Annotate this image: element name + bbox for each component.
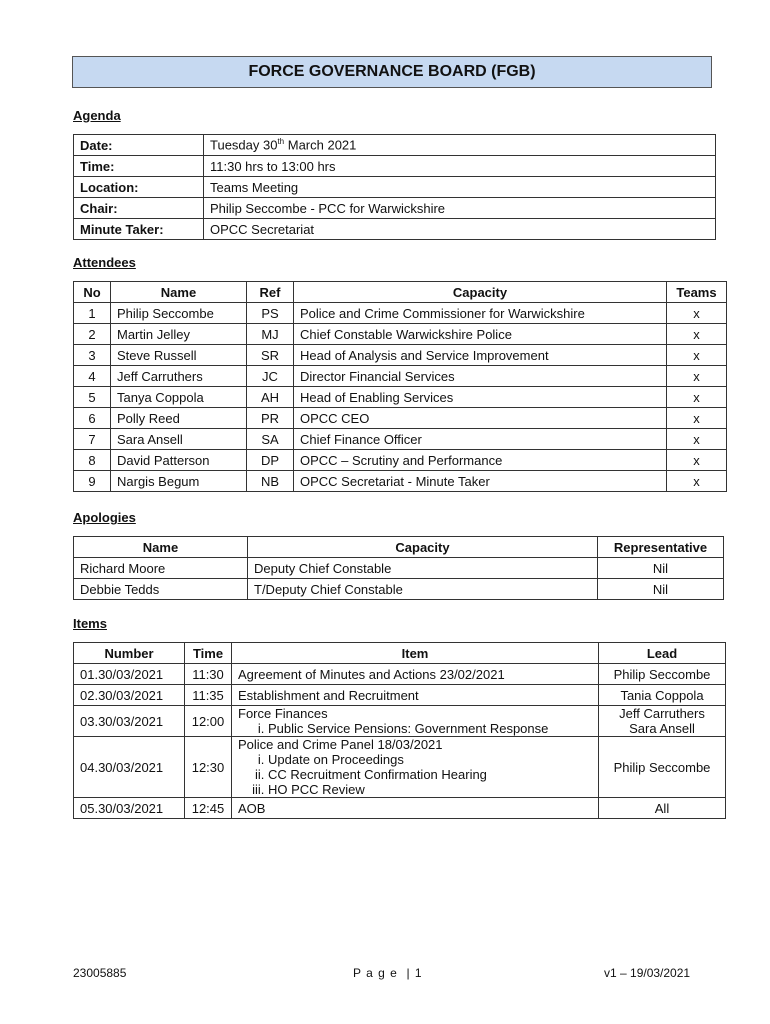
item-description (232, 685, 599, 706)
footer-doc-number: 23005885 (73, 966, 127, 980)
item-title: Force Finances (238, 706, 328, 721)
table-row (74, 579, 724, 600)
item-description (232, 798, 599, 819)
attendee-no: 7 (74, 429, 111, 450)
agenda-row-chair (74, 198, 716, 219)
apology-capacity: Deputy Chief Constable (248, 558, 598, 579)
attendee-ref: NB (247, 471, 294, 492)
column-header: Item (232, 643, 599, 664)
agenda-label: Chair: (74, 198, 204, 219)
item-time: 12:00 (185, 706, 232, 737)
column-header: Capacity (294, 282, 667, 303)
attendee-teams: x (667, 324, 727, 345)
item-subitem: i. Update on Proceedings (268, 752, 592, 767)
agenda-label: Minute Taker: (74, 219, 204, 240)
column-header: Name (74, 537, 248, 558)
attendee-no: 6 (74, 408, 111, 429)
item-lead-name: Tania Coppola (620, 687, 704, 703)
attendee-name: Jeff Carruthers (111, 366, 247, 387)
item-time: 11:35 (185, 685, 232, 706)
column-header: Name (111, 282, 247, 303)
table-row (74, 706, 726, 737)
attendee-teams: x (667, 366, 727, 387)
column-header: Capacity (248, 537, 598, 558)
attendee-no: 4 (74, 366, 111, 387)
attendee-ref: PR (247, 408, 294, 429)
apology-representative: Nil (598, 558, 724, 579)
attendee-name: David Patterson (111, 450, 247, 471)
agenda-label: Location: (74, 177, 204, 198)
column-header: Number (74, 643, 185, 664)
attendee-no: 9 (74, 471, 111, 492)
agenda-row-time (74, 156, 716, 177)
attendee-ref: SR (247, 345, 294, 366)
attendee-ref: SA (247, 429, 294, 450)
attendee-no: 8 (74, 450, 111, 471)
item-title: Agreement of Minutes and Actions 23/02/2021 (238, 666, 505, 682)
attendee-name: Nargis Begum (111, 471, 247, 492)
item-time: 11:30 (185, 664, 232, 685)
item-description (232, 706, 599, 737)
items-heading: Items (73, 616, 107, 631)
items-header-row (74, 643, 726, 664)
agenda-row-date (74, 135, 716, 156)
agenda-table (73, 134, 716, 240)
apologies-table (73, 536, 724, 600)
items-table (73, 642, 726, 819)
item-lead (599, 737, 726, 798)
attendee-no: 5 (74, 387, 111, 408)
agenda-value: OPCC Secretariat (204, 219, 716, 240)
item-subitem: i. Public Service Pensions: Government Response (268, 721, 592, 736)
item-lead-name: Philip Seccombe (613, 666, 711, 682)
attendee-name: Philip Seccombe (111, 303, 247, 324)
item-number: 01.30/03/2021 (74, 664, 185, 685)
column-header: Time (185, 643, 232, 664)
attendee-capacity: Head of Enabling Services (294, 387, 667, 408)
agenda-label: Date: (74, 135, 204, 156)
apology-representative: Nil (598, 579, 724, 600)
table-row (74, 429, 727, 450)
agenda-heading: Agenda (73, 108, 121, 123)
attendee-capacity: Director Financial Services (294, 366, 667, 387)
attendees-heading: Attendees (73, 255, 136, 270)
apology-name: Debbie Tedds (74, 579, 248, 600)
table-row (74, 737, 726, 798)
attendee-name: Sara Ansell (111, 429, 247, 450)
item-subitems (238, 721, 592, 736)
agenda-value: Teams Meeting (204, 177, 716, 198)
attendee-capacity: OPCC Secretariat - Minute Taker (294, 471, 667, 492)
table-row (74, 345, 727, 366)
attendee-name: Polly Reed (111, 408, 247, 429)
apology-capacity: T/Deputy Chief Constable (248, 579, 598, 600)
item-number: 02.30/03/2021 (74, 685, 185, 706)
column-header: Teams (667, 282, 727, 303)
attendees-header-row (74, 282, 727, 303)
item-description (232, 664, 599, 685)
table-row (74, 685, 726, 706)
attendee-capacity: Police and Crime Commissioner for Warwickshire (294, 303, 667, 324)
item-number: 03.30/03/2021 (74, 706, 185, 737)
item-number: 04.30/03/2021 (74, 737, 185, 798)
item-lead-name: Philip Seccombe (613, 759, 711, 775)
table-row (74, 303, 727, 324)
apologies-header-row (74, 537, 724, 558)
item-title: AOB (238, 800, 266, 816)
attendee-ref: DP (247, 450, 294, 471)
table-row (74, 664, 726, 685)
attendee-teams: x (667, 471, 727, 492)
attendee-capacity: Chief Constable Warwickshire Police (294, 324, 667, 345)
attendee-no: 2 (74, 324, 111, 345)
item-number: 05.30/03/2021 (74, 798, 185, 819)
attendees-table (73, 281, 727, 492)
agenda-row-minute-taker (74, 219, 716, 240)
attendee-name: Martin Jelley (111, 324, 247, 345)
table-row (74, 408, 727, 429)
attendee-name: Steve Russell (111, 345, 247, 366)
item-lead-name: Jeff Carruthers (619, 706, 705, 721)
item-lead (599, 685, 726, 706)
agenda-value: Tuesday 30th March 2021 (204, 135, 716, 156)
attendee-no: 3 (74, 345, 111, 366)
table-row (74, 471, 727, 492)
table-row (74, 324, 727, 345)
attendee-teams: x (667, 303, 727, 324)
agenda-row-location (74, 177, 716, 198)
table-row (74, 558, 724, 579)
attendee-ref: PS (247, 303, 294, 324)
item-lead (599, 706, 726, 737)
table-row (74, 387, 727, 408)
item-lead (599, 664, 726, 685)
attendee-ref: JC (247, 366, 294, 387)
agenda-value: 11:30 hrs to 13:00 hrs (204, 156, 716, 177)
agenda-label: Time: (74, 156, 204, 177)
attendee-capacity: OPCC – Scrutiny and Performance (294, 450, 667, 471)
attendee-teams: x (667, 429, 727, 450)
table-row (74, 366, 727, 387)
attendee-capacity: OPCC CEO (294, 408, 667, 429)
document-title: FORCE GOVERNANCE BOARD (FGB) (72, 56, 712, 88)
attendee-name: Tanya Coppola (111, 387, 247, 408)
item-subitem: ii. CC Recruitment Confirmation Hearing (268, 767, 592, 782)
item-subitem: iii. HO PCC Review (268, 782, 592, 797)
attendee-capacity: Head of Analysis and Service Improvement (294, 345, 667, 366)
column-header: Ref (247, 282, 294, 303)
column-header: Lead (599, 643, 726, 664)
apologies-heading: Apologies (73, 510, 136, 525)
item-lead-name: All (654, 800, 670, 816)
attendee-teams: x (667, 408, 727, 429)
item-lead (599, 798, 726, 819)
item-title: Police and Crime Panel 18/03/2021 (238, 737, 443, 752)
attendee-capacity: Chief Finance Officer (294, 429, 667, 450)
footer-page-number: P a g e | 1 (353, 966, 423, 980)
item-subitems (238, 752, 592, 797)
attendee-teams: x (667, 387, 727, 408)
apology-name: Richard Moore (74, 558, 248, 579)
item-time: 12:30 (185, 737, 232, 798)
table-row (74, 450, 727, 471)
table-row (74, 798, 726, 819)
attendee-ref: AH (247, 387, 294, 408)
column-header: No (74, 282, 111, 303)
item-lead-name: Sara Ansell (629, 721, 695, 736)
item-time: 12:45 (185, 798, 232, 819)
attendee-teams: x (667, 450, 727, 471)
attendee-no: 1 (74, 303, 111, 324)
column-header: Representative (598, 537, 724, 558)
agenda-value: Philip Seccombe - PCC for Warwickshire (204, 198, 716, 219)
attendee-teams: x (667, 345, 727, 366)
footer-version: v1 – 19/03/2021 (604, 966, 691, 980)
item-title: Establishment and Recruitment (238, 687, 419, 703)
attendee-ref: MJ (247, 324, 294, 345)
item-description (232, 737, 599, 798)
